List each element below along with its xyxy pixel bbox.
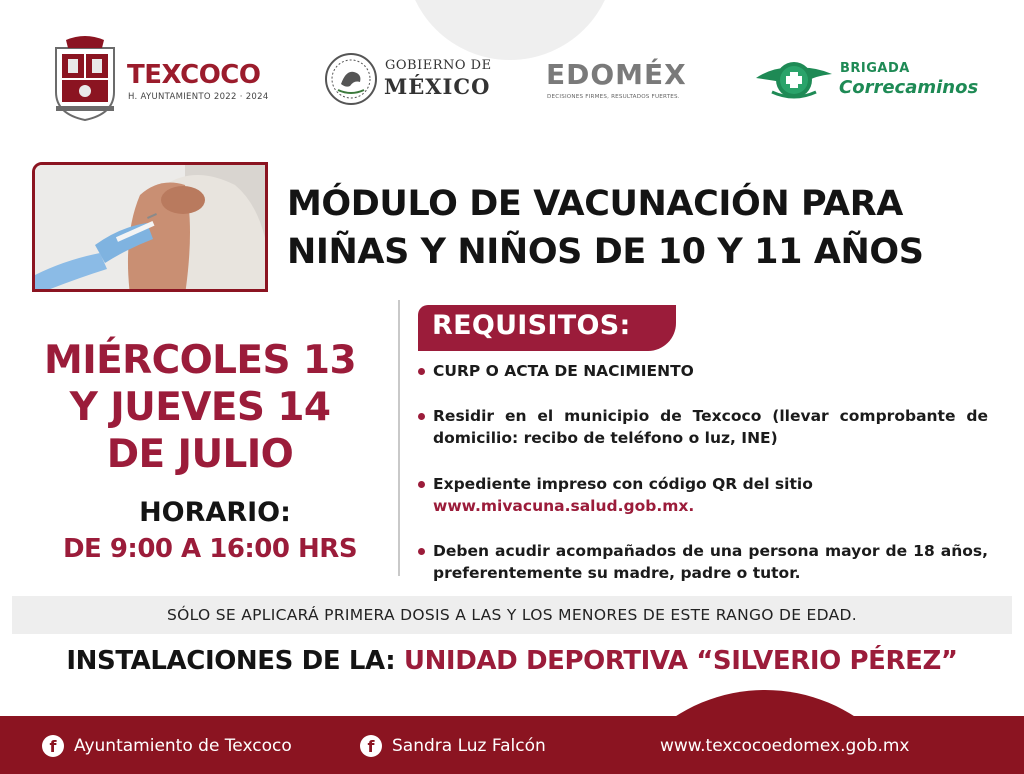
mexico-label: MÉXICO [384,74,491,99]
vertical-divider [398,300,400,576]
texcoco-shield-icon [52,34,118,122]
facebook-icon: f [360,735,382,757]
bullet-icon [418,481,425,488]
requirement-text: Residir en el municipio de Texcoco (llevar comprobante de domicilio: recibo de teléfono o luz, INE) [433,407,988,447]
title-line-2: NIÑAS Y NIÑOS DE 10 Y 11 AÑOS [287,232,924,272]
schedule-label: HORARIO: [139,497,291,528]
title-line-1: MÓDULO DE VACUNACIÓN PARA [287,184,903,224]
bullet-icon [418,368,425,375]
texcoco-name: TEXCOCO [127,60,261,90]
facebook-page-label: Sandra Luz Falcón [392,736,546,756]
date-line-1: MIÉRCOLES 13 [44,338,356,383]
bullet-icon [418,548,425,555]
facebook-page-label: Ayuntamiento de Texcoco [74,736,292,756]
edomex-logo [546,58,726,108]
requirement-text: Expediente impreso con código QR del sitio [433,475,813,493]
facebook-icon: f [42,735,64,757]
venue-name: UNIDAD DEPORTIVA “SILVERIO PÉREZ” [403,646,958,676]
brigada-correcaminos-logo [754,52,984,112]
mivacuna-link[interactable]: www.mivacuna.salud.gob.mx. [433,497,695,515]
edomex-name: EDOMÉX [546,58,687,91]
texcoco-logo [52,34,292,124]
requirement-item [418,473,988,517]
correcaminos-label: Correcaminos [839,77,979,98]
gobierno-label: GOBIERNO DE [385,58,492,73]
schedule-hours: DE 9:00 A 16:00 HRS [62,534,358,564]
edomex-tagline: DECISIONES FIRMES, RESULTADOS FUERTES. [547,94,680,100]
date-line-2: Y JUEVES 14 [69,385,331,430]
bullet-icon [418,413,425,420]
brigada-label: BRIGADA [840,61,910,76]
facebook-page-sandra[interactable] [360,734,546,758]
mexico-seal-icon [324,52,378,106]
requirement-text: Deben acudir acompañados de una persona mayor de 18 años, preferentemente su madre, padre o tutor. [433,542,988,582]
gobierno-mexico-logo [324,52,504,112]
requirement-item [418,405,988,449]
requirement-item [418,540,988,584]
venue [0,646,1024,676]
website-link[interactable]: www.texcocoedomex.gob.mx [660,736,910,756]
requirement-text: CURP O ACTA DE NACIMIENTO [433,362,694,380]
correcaminos-emblem-icon [754,52,834,108]
venue-label: INSTALACIONES DE LA: [66,646,396,676]
date-line-3: DE JULIO [106,432,294,477]
dose-notice: SÓLO SE APLICARÁ PRIMERA DOSIS A LAS Y LOS MENORES DE ESTE RANGO DE EDAD. [12,596,1012,634]
page-title [287,180,1007,276]
header-logos [0,30,1024,130]
vaccination-photo [32,162,268,292]
event-dates [20,337,380,478]
texcoco-subtitle: H. AYUNTAMIENTO 2022 · 2024 [128,92,269,102]
footer [0,716,1024,774]
requirements-heading: REQUISITOS: [432,310,631,341]
vaccination-illustration [35,165,268,292]
facebook-page-ayuntamiento[interactable] [42,734,292,758]
requirement-item [418,360,988,382]
